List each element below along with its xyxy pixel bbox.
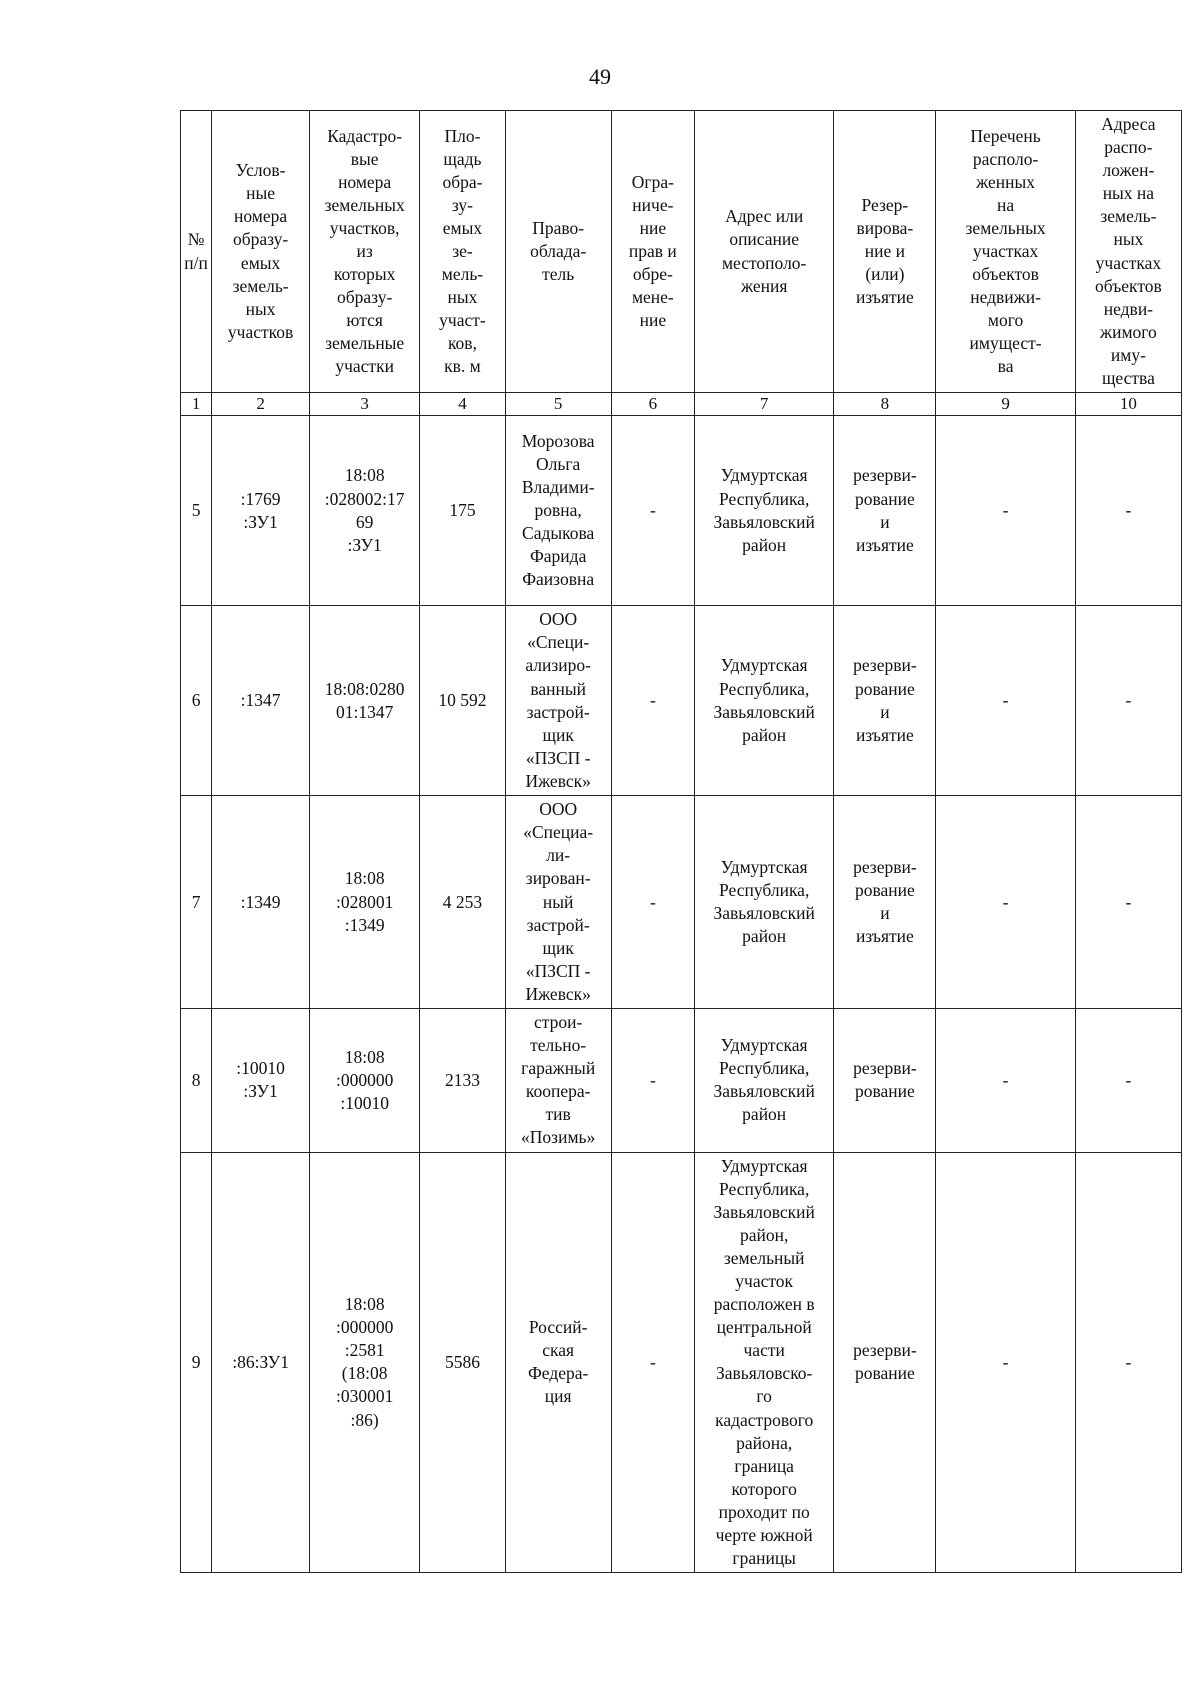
header-row <box>181 111 1182 393</box>
col-number: 5 <box>505 393 611 416</box>
table-row <box>181 1008 1182 1152</box>
col-number: 2 <box>212 393 310 416</box>
cell-number: 7 <box>181 796 212 1009</box>
cell-owner: строи- тельно- гаражный коопера- тив «Позимь» <box>505 1008 611 1152</box>
col-number: 7 <box>694 393 833 416</box>
col-header-objects-list: Перечень располо- женных на земельных участках объектов недвижи- мого имущест- ва <box>936 111 1075 393</box>
cell-conditional-number: :1349 <box>212 796 310 1009</box>
cell-address: Удмуртская Республика, Завьяловский район <box>694 416 833 606</box>
cell-reservation: резерви- рование <box>834 1008 936 1152</box>
cell-reservation: резерви- рование <box>834 1152 936 1573</box>
cell-cadastral-number: 18:08 :000000 :2581 (18:08 :030001 :86) <box>310 1152 420 1573</box>
cell-area: 2133 <box>420 1008 505 1152</box>
col-header-cadastral-numbers: Кадастро- вые номера земельных участков, из которых образу- ются земельные участки <box>310 111 420 393</box>
cell-objects-list: - <box>936 416 1075 606</box>
cell-objects-list: - <box>936 1008 1075 1152</box>
table-row <box>181 796 1182 1009</box>
cell-conditional-number: :10010 :ЗУ1 <box>212 1008 310 1152</box>
col-header-objects-addresses: Адреса распо- ложен- ных на земель- ных участках объектов недви- жимого иму- щества <box>1075 111 1181 393</box>
cell-cadastral-number: 18:08:0280 01:1347 <box>310 606 420 796</box>
cell-objects-addresses: - <box>1075 1008 1181 1152</box>
cell-restrictions: - <box>611 796 694 1009</box>
column-number-row <box>181 393 1182 416</box>
cell-conditional-number: :86:ЗУ1 <box>212 1152 310 1573</box>
cell-cadastral-number: 18:08 :028001 :1349 <box>310 796 420 1009</box>
col-number: 3 <box>310 393 420 416</box>
cell-area: 4 253 <box>420 796 505 1009</box>
cell-owner: Морозова Ольга Владими- ровна, Садыкова Фарида Фаизовна <box>505 416 611 606</box>
cell-number: 9 <box>181 1152 212 1573</box>
col-number: 9 <box>936 393 1075 416</box>
cell-address: Удмуртская Республика, Завьяловский район, земельный участок расположен в центральной части Завьяловско- го кадастрового района, граница которого проходит по черте южной границы <box>694 1152 833 1573</box>
cell-number: 5 <box>181 416 212 606</box>
cell-address: Удмуртская Республика, Завьяловский район <box>694 1008 833 1152</box>
col-header-reservation: Резер- вирова- ние и (или) изъятие <box>834 111 936 393</box>
table-row <box>181 606 1182 796</box>
cell-reservation: резерви- рование и изъятие <box>834 796 936 1009</box>
table-row <box>181 1152 1182 1573</box>
cell-cadastral-number: 18:08 :000000 :10010 <box>310 1008 420 1152</box>
col-number: 10 <box>1075 393 1181 416</box>
cell-area: 175 <box>420 416 505 606</box>
cell-owner: ООО «Специа- ли- зирован- ный застрой- щик «ПЗСП - Ижевск» <box>505 796 611 1009</box>
cell-reservation: резерви- рование и изъятие <box>834 416 936 606</box>
cell-objects-list: - <box>936 796 1075 1009</box>
cell-area: 5586 <box>420 1152 505 1573</box>
cell-area: 10 592 <box>420 606 505 796</box>
cell-reservation: резерви- рование и изъятие <box>834 606 936 796</box>
col-number: 8 <box>834 393 936 416</box>
cell-conditional-number: :1347 <box>212 606 310 796</box>
cell-restrictions: - <box>611 606 694 796</box>
cell-address: Удмуртская Республика, Завьяловский район <box>694 606 833 796</box>
col-number: 6 <box>611 393 694 416</box>
cell-objects-addresses: - <box>1075 606 1181 796</box>
cell-owner: Россий- ская Федера- ция <box>505 1152 611 1573</box>
cell-objects-addresses: - <box>1075 416 1181 606</box>
cell-address: Удмуртская Республика, Завьяловский район <box>694 796 833 1009</box>
col-header-area: Пло- щадь обра- зу- емых зе- мель- ных участ- ков, кв. м <box>420 111 505 393</box>
table-row <box>181 416 1182 606</box>
cell-objects-list: - <box>936 1152 1075 1573</box>
cell-number: 8 <box>181 1008 212 1152</box>
cell-objects-addresses: - <box>1075 1152 1181 1573</box>
col-header-owner: Право- облада- тель <box>505 111 611 393</box>
cell-conditional-number: :1769 :ЗУ1 <box>212 416 310 606</box>
col-header-restrictions: Огра- ниче- ние прав и обре- мене- ние <box>611 111 694 393</box>
land-plots-table <box>180 110 1182 1573</box>
cell-owner: ООО «Специ- ализиро- ванный застрой- щик «ПЗСП - Ижевск» <box>505 606 611 796</box>
page-number: 49 <box>589 64 611 89</box>
col-number: 4 <box>420 393 505 416</box>
cell-restrictions: - <box>611 1152 694 1573</box>
cell-restrictions: - <box>611 416 694 606</box>
cell-objects-addresses: - <box>1075 796 1181 1009</box>
cell-objects-list: - <box>936 606 1075 796</box>
col-number: 1 <box>181 393 212 416</box>
cell-number: 6 <box>181 606 212 796</box>
col-header-address: Адрес или описание местополо- жения <box>694 111 833 393</box>
col-header-number: № п/п <box>181 111 212 393</box>
cell-restrictions: - <box>611 1008 694 1152</box>
cell-cadastral-number: 18:08 :028002:17 69 :ЗУ1 <box>310 416 420 606</box>
col-header-conditional-numbers: Услов- ные номера образу- емых земель- ных участков <box>212 111 310 393</box>
